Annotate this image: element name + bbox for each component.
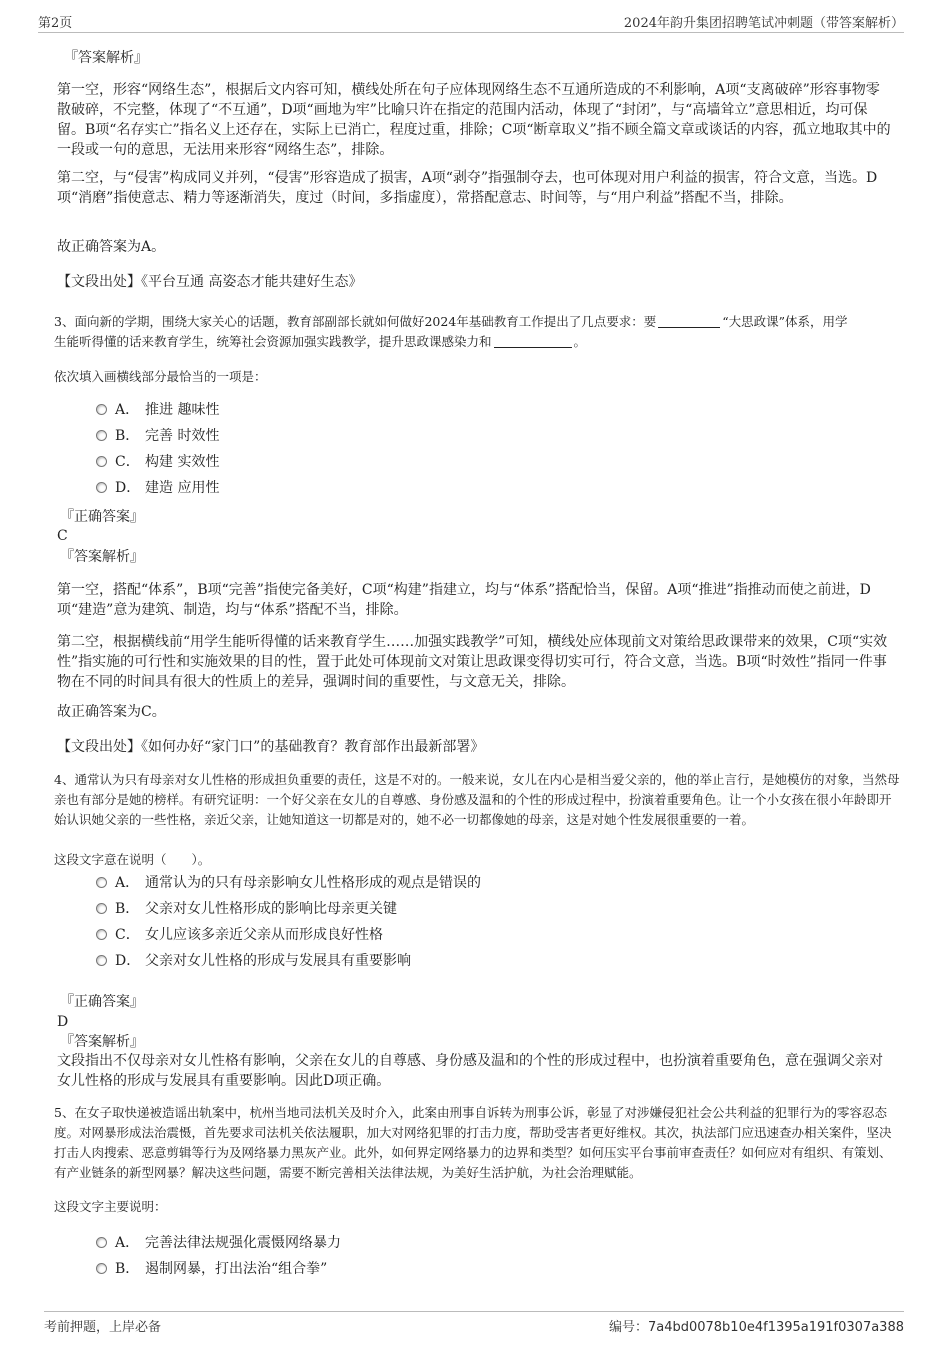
q5-question: 这段文字主要说明： <box>54 1199 167 1214</box>
radio-icon[interactable] <box>96 456 107 467</box>
q3-blank-2 <box>494 333 572 348</box>
q4-correct-answer: D <box>57 1014 69 1030</box>
q3-source: 【文段出处】《如何办好“家门口”的基础教育？教育部作出最新部署》 <box>57 739 485 755</box>
q4-option-c[interactable]: C． 女儿应该多亲近父亲从而形成良好性格 <box>96 925 383 945</box>
q3-blank-1 <box>658 313 720 328</box>
q4-stem: 4、通常认为只有母亲对女儿性格的形成担负重要的责任，这是不对的。一般来说，女儿在内心是相当爱父亲的，他的举止言行，是她模仿的对象，当然母亲也有部分是她的榜样。有研究证明：一个好父亲在女儿的自尊感、身份感及温和的个性的形成过程中，扮演着重要角色。让一个小女孩在很小年龄即开始认识她父亲的一些性格，亲近父亲，让她知道这一切都是对的，她不必一切都像她的母亲，这是对她个性发展很重要的一着。 <box>54 772 900 827</box>
q2-analysis-para1: 第一空，形容“网络生态”，根据后文内容可知，横线处所在句子应体现网络生态不互通所造成的不利影响，A项“支离破碎”形容事物零散破碎，不完整，体现了“不互通”，D项“画地为牢”比喻只许在指定的范围内活动，体现了“封闭”，与“高墙耸立”意思相近，均可保留。B项“名存实亡”指名义上还存在，实际上已消亡，程度过重，排除；C项“断章取义”指不顾全篇文章或谈话的内容，孤立地取其中的一段或一句的意思，无法用来形容“网络生态”，排除。 <box>57 82 891 158</box>
radio-icon[interactable] <box>96 1237 107 1248</box>
q3-option-a[interactable]: A． 推进 趣味性 <box>96 400 219 420</box>
page-header <box>38 12 904 33</box>
q3-option-d[interactable]: D． 建造 应用性 <box>96 478 219 498</box>
q3-analysis-para2: 第二空，根据横线前“用学生能听得懂的话来教育学生……加强实践教学”可知，横线处应体现前文对策给思政课带来的效果，C项“实效性”指实施的可行性和实施效果的目的性，置于此处可体现前文对策让思政课变得切实可行，符合文意，当选。B项“时效性”指同一件事物在不同的时间具有很大的性质上的差异，强调时间的重要性，与文意无关，排除。 <box>57 634 888 690</box>
code-value: 7a4bd0078b10e4f1395a191f0307a388 <box>647 1320 904 1335</box>
q4-analysis: 文段指出不仅母亲对女儿性格有影响，父亲在女儿的自尊感、身份感及温和的个性的形成过程中，也扮演着重要角色，意在强调父亲对女儿性格的形成与发展具有重要影响。因此D项正确。 <box>57 1053 883 1089</box>
document-code <box>609 1316 904 1335</box>
q3-instruction: 依次填入画横线部分最恰当的一项是： <box>54 369 267 384</box>
q5-option-b[interactable]: B． 遏制网暴，打出法治“组合拳” <box>96 1259 327 1279</box>
code-label: 编号： <box>608 1320 648 1335</box>
q3-option-b[interactable]: B． 完善 时效性 <box>96 426 219 446</box>
q3-conclusion: 故正确答案为C。 <box>57 704 166 720</box>
q3-stem-part-d: 。 <box>573 334 587 349</box>
document-title: 2024年韵升集团招聘笔试冲刺题（带答案解析） <box>623 16 904 31</box>
q4-option-a[interactable]: A． 通常认为的只有母亲影响女儿性格形成的观点是错误的 <box>96 873 481 893</box>
q4-question: 这段文字意在说明（ ）。 <box>54 852 211 867</box>
q3-correct-answer: C <box>57 528 68 544</box>
q4-option-d[interactable]: D． 父亲对女儿性格的形成与发展具有重要影响 <box>96 951 411 971</box>
q3-correct-label: 『正确答案』 <box>60 509 144 525</box>
q3-stem-part-a: 3、面向新的学期，围绕大家关心的话题，教育部副部长就如何做好2024年基础教育工作提出了几点要求：要 <box>54 314 657 329</box>
page-number: 第2页 <box>38 16 73 31</box>
q3-stem-part-b: “大思政课”体系，用学 <box>722 314 848 329</box>
radio-icon[interactable] <box>96 877 107 888</box>
q5-stem: 5、在女子取快递被造谣出轨案中，杭州当地司法机关及时介入，此案由刑事自诉转为刑事公诉，彰显了对涉嫌侵犯社会公共利益的犯罪行为的零容忍态度。对网暴形成法治震慑，首先要求司法机关依法履职，加大对网络犯罪的打击力度，帮助受害者更好维权。其次，执法部门应迅速查办相关案件，坚决打击人肉搜索、恶意剪辑等行为及网络暴力黑灰产业。此外，如何界定网络暴力的边界和类型？如何压实平台事前审查责任？如何应对有组织、有策划、有产业链条的新型网暴？解决这些问题，需要不断完善相关法律法规，为美好生活护航，为社会治理赋能。 <box>54 1105 892 1180</box>
radio-icon[interactable] <box>96 482 107 493</box>
q2-analysis-label: 『答案解析』 <box>64 50 148 66</box>
q5-option-a[interactable]: A． 完善法律法规强化震慑网络暴力 <box>96 1233 341 1253</box>
q3-analysis-para1: 第一空，搭配“体系”，B项“完善”指使完备美好，C项“构建”指建立，均与“体系”搭配恰当，保留。A项“推进”指推动而使之前进，D项“建造”意为建筑、制造，均与“体系”搭配不当，排除。 <box>57 582 871 618</box>
q3-option-c[interactable]: C． 构建 实效性 <box>96 452 219 472</box>
radio-icon[interactable] <box>96 929 107 940</box>
q2-conclusion: 故正确答案为A。 <box>57 239 166 255</box>
q2-source: 【文段出处】《平台互通 高姿态才能共建好生态》 <box>57 274 363 290</box>
radio-icon[interactable] <box>96 903 107 914</box>
q3-stem-part-c: 生能听得懂的话来教育学生，统筹社会资源加强实践教学，提升思政课感染力和 <box>54 334 492 349</box>
footer-slogan: 考前押题，上岸必备 <box>44 1320 162 1335</box>
radio-icon[interactable] <box>96 955 107 966</box>
q4-correct-label: 『正确答案』 <box>60 994 144 1010</box>
page-footer <box>44 1311 904 1334</box>
radio-icon[interactable] <box>96 404 107 415</box>
radio-icon[interactable] <box>96 1263 107 1274</box>
q3-stem <box>54 312 900 352</box>
q4-option-b[interactable]: B． 父亲对女儿性格形成的影响比母亲更关键 <box>96 899 397 919</box>
radio-icon[interactable] <box>96 430 107 441</box>
q2-analysis-para2: 第二空，与“侵害”构成同义并列，“侵害”形容造成了损害，A项“剥夺”指强制夺去，也可体现对用户利益的损害，符合文意，当选。D项“消磨”指使意志、精力等逐渐消失，度过（时间，多指虚度），常搭配意志、时间等，与“用户利益”搭配不当，排除。 <box>57 170 878 206</box>
q4-analysis-label: 『答案解析』 <box>60 1034 144 1050</box>
q3-analysis-label: 『答案解析』 <box>60 549 144 565</box>
